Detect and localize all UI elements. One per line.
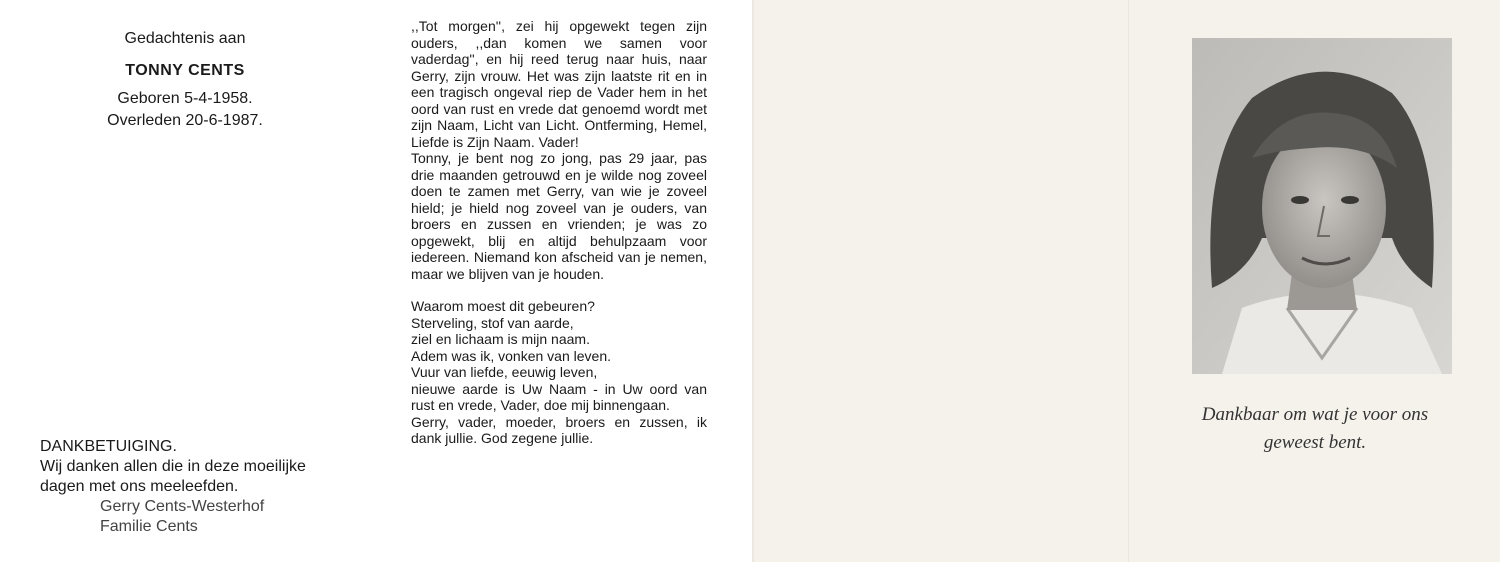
poem <box>411 298 707 447</box>
poem-line: ziel en lichaam is mijn naam. <box>411 331 590 347</box>
deceased-name: TONNY CENTS <box>125 62 245 79</box>
poem-line: Adem was ik, vonken van leven. <box>411 347 611 364</box>
memorial-header <box>60 28 310 132</box>
cover-caption <box>1170 401 1460 457</box>
card-divider <box>752 0 754 562</box>
poem-line: nieuwe aarde is Uw Naam - in Uw oord van rust en vrede, Vader, doe mij binnengaan. <box>411 380 707 413</box>
text-paragraph: Tonny, je bent nog zo jong, pas 29 jaar, pas drie maanden getrouwd en je wilde nog zoveel doen te zamen met Gerry, van wie je zoveel hield; je hield nog zoveel van je ouders, van broers en zussen en vrienden; je was zo opgewekt, blij en altijd behulpzaam voor iedereen. Niemand kon afscheid van je nemen, maar we blijven van je houden. <box>411 150 707 282</box>
acknowledgement-block <box>40 437 360 537</box>
poem-line: Sterveling, stof van aarde, <box>411 314 574 331</box>
acknowledgement-line: dagen met ons meeleefden. <box>40 478 239 495</box>
signature-line: Familie Cents <box>100 518 198 535</box>
death-date: Overleden 20-6-1987. <box>107 112 263 129</box>
fold-line <box>1128 0 1129 562</box>
memorial-text <box>411 18 707 447</box>
poem-line: Vuur van liefde, eeuwig leven, <box>411 364 598 380</box>
text-paragraph: ,,Tot morgen'', zei hij opgewekt tegen zijn ouders, ,,dan komen we samen voor vaderdag'', en hij reed terug naar huis, naar Gerry, zijn vrouw. Het was zijn laatste rit en in een tragisch ongeval riep de Vader hem in het oord van rust en vrede dat genoemd wordt met zijn Naam, Licht van Licht. Ontferming, Hemel, Liefde is Zijn Naam. Vader! <box>411 18 707 150</box>
memorial-intro: Gedachtenis aan <box>124 30 246 47</box>
caption-line: geweest bent. <box>1263 432 1367 453</box>
poem-line: Waarom moest dit gebeuren? <box>411 298 595 314</box>
birth-date: Geboren 5-4-1958. <box>117 90 253 107</box>
caption-line: Dankbaar om wat je voor ons <box>1201 404 1429 425</box>
portrait-photo-icon <box>1192 38 1452 374</box>
signature-line: Gerry Cents-Westerhof <box>100 498 265 515</box>
closing-text: Gerry, vader, moeder, broers en zussen, ik dank jullie. God zegene jullie. <box>411 413 707 446</box>
acknowledgement-line: Wij danken allen die in deze moeilijke <box>40 458 306 475</box>
acknowledgement-title: DANKBETUIGING. <box>40 438 177 455</box>
